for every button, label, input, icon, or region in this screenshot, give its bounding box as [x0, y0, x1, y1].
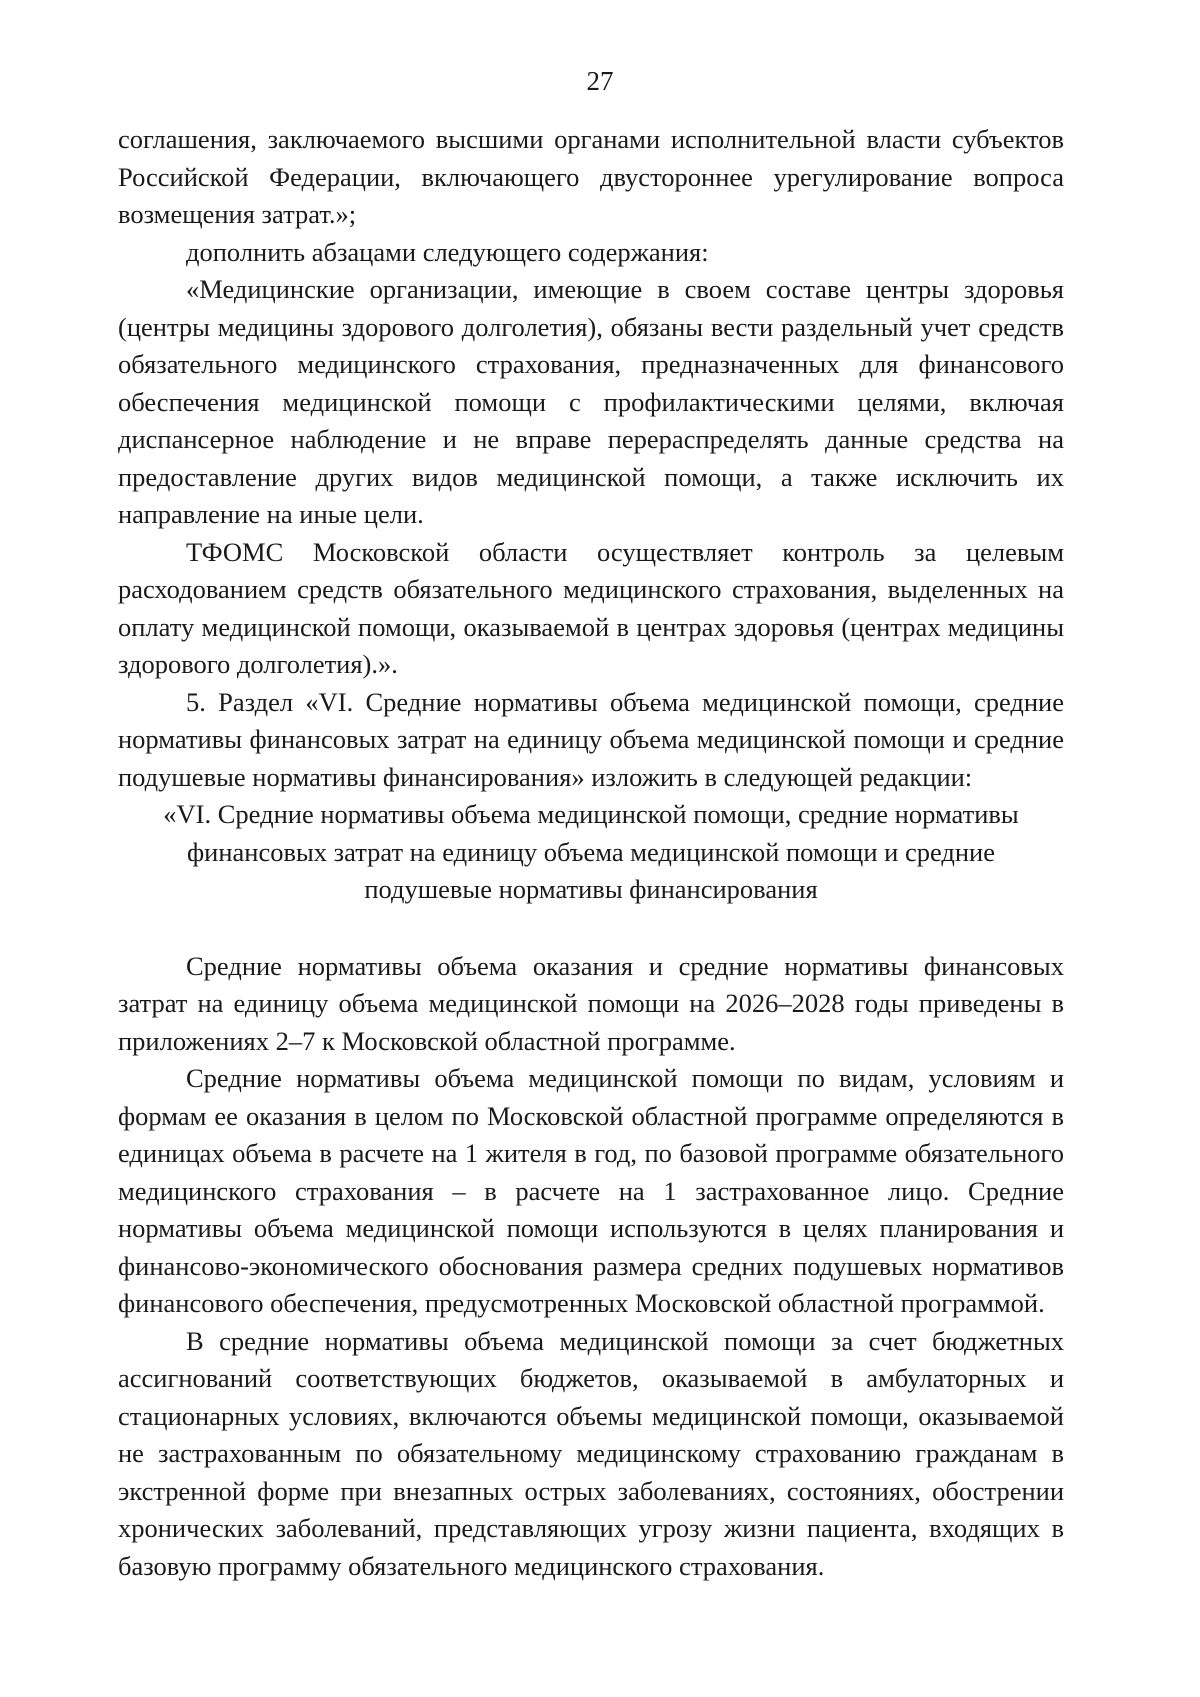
paragraph-section-5: 5. Раздел «VI. Средние нормативы объема медицинской помощи, средние нормативы финансовых затрат на единицу объема медицинской помощи и средние подушевые нормативы финансирования» изложить в следующей редакции:: [118, 686, 1064, 792]
paragraph-amendment-intro: дополнить абзацами следующего содержания:: [186, 236, 709, 267]
paragraph-norms-definition: Средние нормативы объема медицинской помощи по видам, условиям и формам ее оказания в целом по Московской областной программе определяются в единицах объема в расчете на 1 жителя в год, по базовой программе обязательного медицинского страхования – в расчете на 1 застрахованное лицо. Средние нормативы объема медицинской помощи используются в целях планирования и финансово-экономического обоснования размера средних подушевых нормативов финансового обеспечения, предусмотренных Московской областной программой.: [118, 1063, 1064, 1318]
paragraph-health-centers: «Медицинские организации, имеющие в своем составе центры здоровья (центры медицины здорового долголетия), обязаны вести раздельный учет средств обязательного медицинского страхования, предназначенных для финансового обеспечения медицинской помощи с профилактическими целями, включая диспансерное наблюдение и не вправе перераспределять данные средства на предоставление других видов медицинской помощи, а также исключить их направление на иные цели.: [118, 274, 1064, 529]
section-heading: «VI. Средние нормативы объема медицинской помощи, средние нормативы финансовых затрат на единицу объема медицинской помощи и средние подушевые нормативы финансирования: [163, 799, 1019, 904]
paragraph-norms-appendix: Средние нормативы объема оказания и средние нормативы финансовых затрат на единицу объема медицинской помощи на 2026–2028 годы приведены в приложениях 2–7 к Московской областной программе.: [118, 950, 1064, 1056]
document-body: [118, 121, 1064, 1585]
paragraph-tfoms-control: ТФОМС Московской области осуществляет контроль за целевым расходованием средств обязательного медицинского страхования, выделенных на оплату медицинской помощи, оказываемой в центрах здоровья (центрах медицины здорового долголетия).».: [118, 536, 1064, 679]
paragraph-continuation: соглашения, заключаемого высшими органами исполнительной власти субъектов Российской Федерации, включающего двустороннее урегулирование вопроса возмещения затрат.»;: [118, 124, 1064, 229]
spacer: [118, 909, 1064, 948]
page-number: 27: [586, 66, 614, 96]
paragraph-norms-budget: В средние нормативы объема медицинской помощи за счет бюджетных ассигнований соответствующих бюджетов, оказываемой в амбулаторных и стационарных условиях, включаются объемы медицинской помощи, оказываемой не застрахованным по обязательному медицинскому страхованию гражданам в экстренной форме при внезапных острых заболеваниях, состояниях, обострении хронических заболеваний, представляющих угрозу жизни пациента, входящих в базовую программу обязательного медицинского страхования.: [118, 1325, 1064, 1581]
